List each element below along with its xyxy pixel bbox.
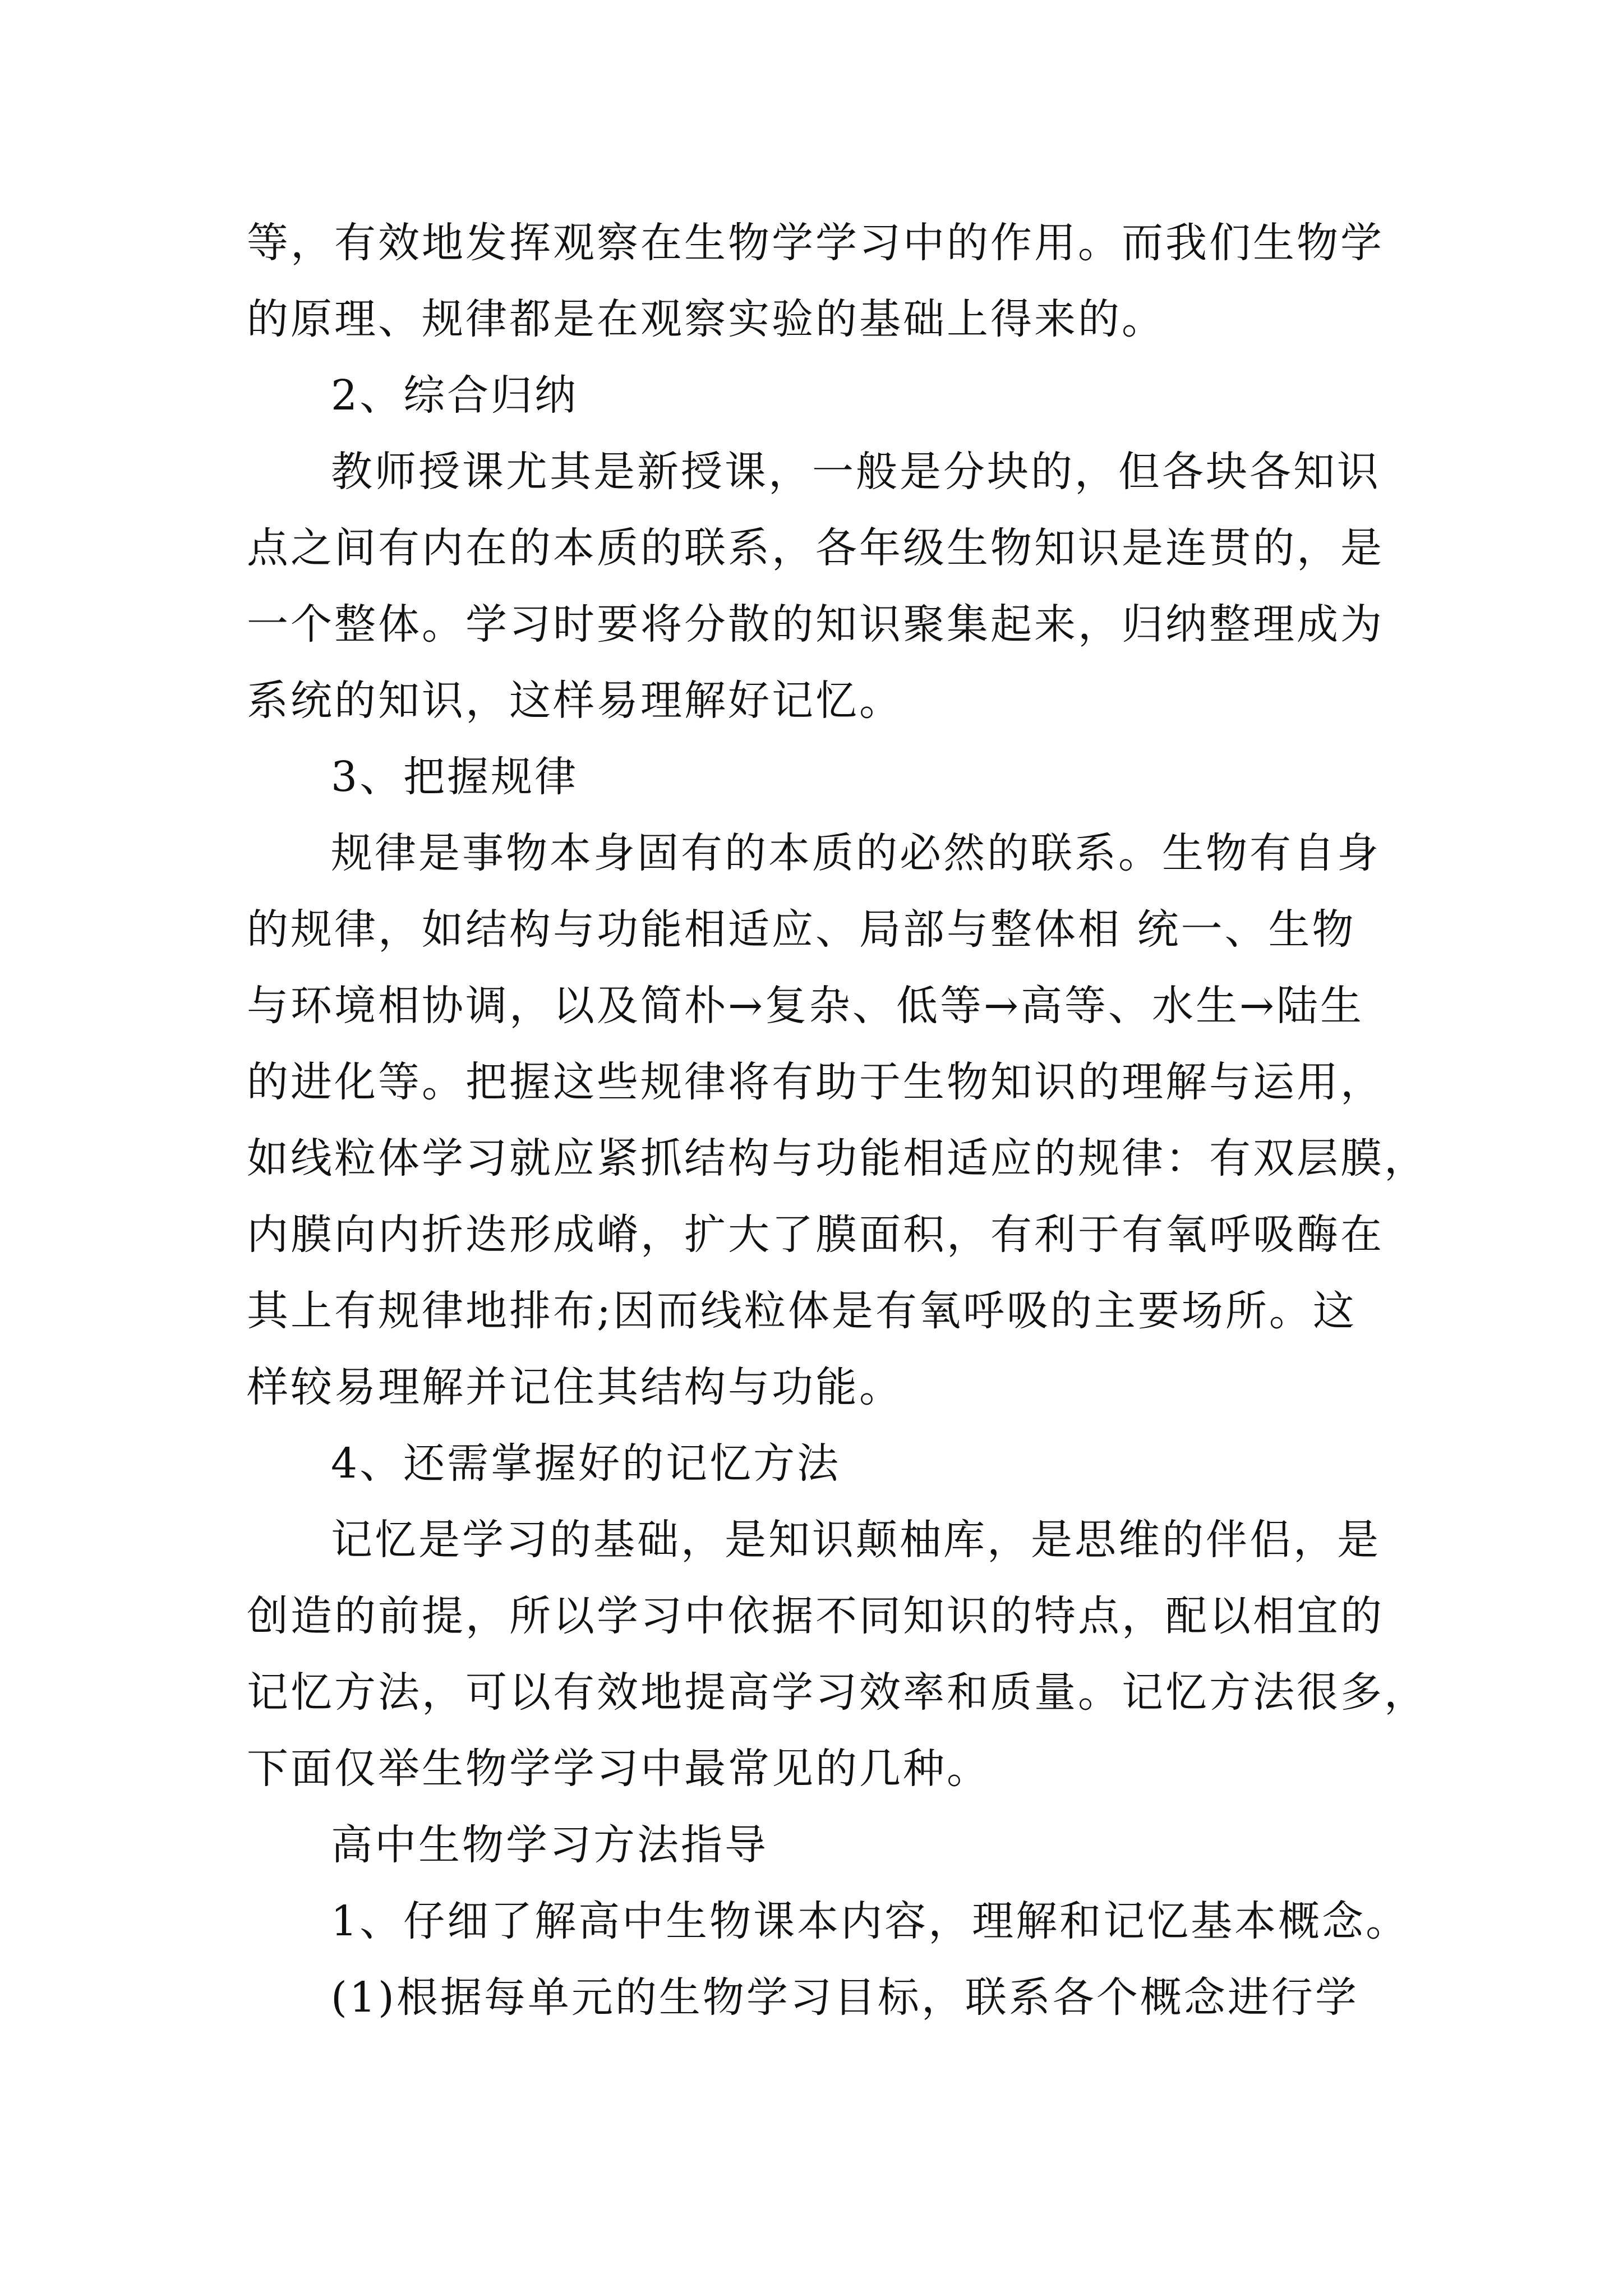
text-line: 教师授课尤其是新授课，一般是分块的，但各块各知识: [331, 448, 1381, 496]
text-line: 的规律，如结构与功能相适应、局部与整体相 统一、生物: [247, 905, 1356, 954]
text-line: 的进化等。把握这些规律将有助于生物知识的理解与运用，: [247, 1058, 1384, 1106]
text-line: 内膜向内折迭形成嵴，扩大了膜面积，有利于有氧呼吸酶在: [247, 1211, 1384, 1259]
text-line: 等，有效地发挥观察在生物学学习中的作用。而我们生物学: [247, 219, 1384, 267]
text-line: 的原理、规律都是在观察实验的基础上得来的。: [247, 295, 1165, 343]
text-line: 记忆是学习的基础，是知识颠柚库，是思维的伴侣，是: [331, 1516, 1381, 1564]
text-line: (1)根据每单元的生物学习目标，联系各个概念进行学: [331, 1973, 1359, 2022]
text-line: 创造的前提，所以学习中依据不同知识的特点，配以相宜的: [247, 1592, 1384, 1640]
text-line: 与环境相协调，以及简朴→复杂、低等→高等、水生→陆生: [247, 982, 1364, 1030]
text-line: 如线粒体学习就应紧抓结构与功能相适应的规律：有双层膜，: [247, 1134, 1428, 1182]
text-line: 一个整体。学习时要将分散的知识聚集起来，归纳整理成为: [247, 600, 1384, 648]
text-line: 系统的知识，这样易理解好记忆。: [247, 677, 903, 725]
section-heading: 3、把握规律: [331, 753, 579, 801]
text-line: 其上有规律地排布;因而线粒体是有氧呼吸的主要场所。这: [247, 1287, 1357, 1335]
section-heading: 2、综合归纳: [331, 371, 579, 420]
section-heading: 4、还需掌握好的记忆方法: [331, 1439, 841, 1488]
section-heading: 高中生物学习方法指导: [331, 1821, 768, 1869]
text-line: 下面仅举生物学学习中最常见的几种。: [247, 1745, 990, 1793]
text-line: 规律是事物本身固有的本质的必然的联系。生物有自身: [331, 829, 1381, 877]
text-line: 1、仔细了解高中生物课本内容，理解和记忆基本概念。: [331, 1897, 1410, 1945]
text-line: 点之间有内在的本质的联系，各年级生物知识是连贯的，是: [247, 524, 1384, 572]
text-line: 记忆方法，可以有效地提高学习效率和质量。记忆方法很多，: [247, 1668, 1428, 1717]
text-line: 样较易理解并记住其结构与功能。: [247, 1363, 903, 1411]
